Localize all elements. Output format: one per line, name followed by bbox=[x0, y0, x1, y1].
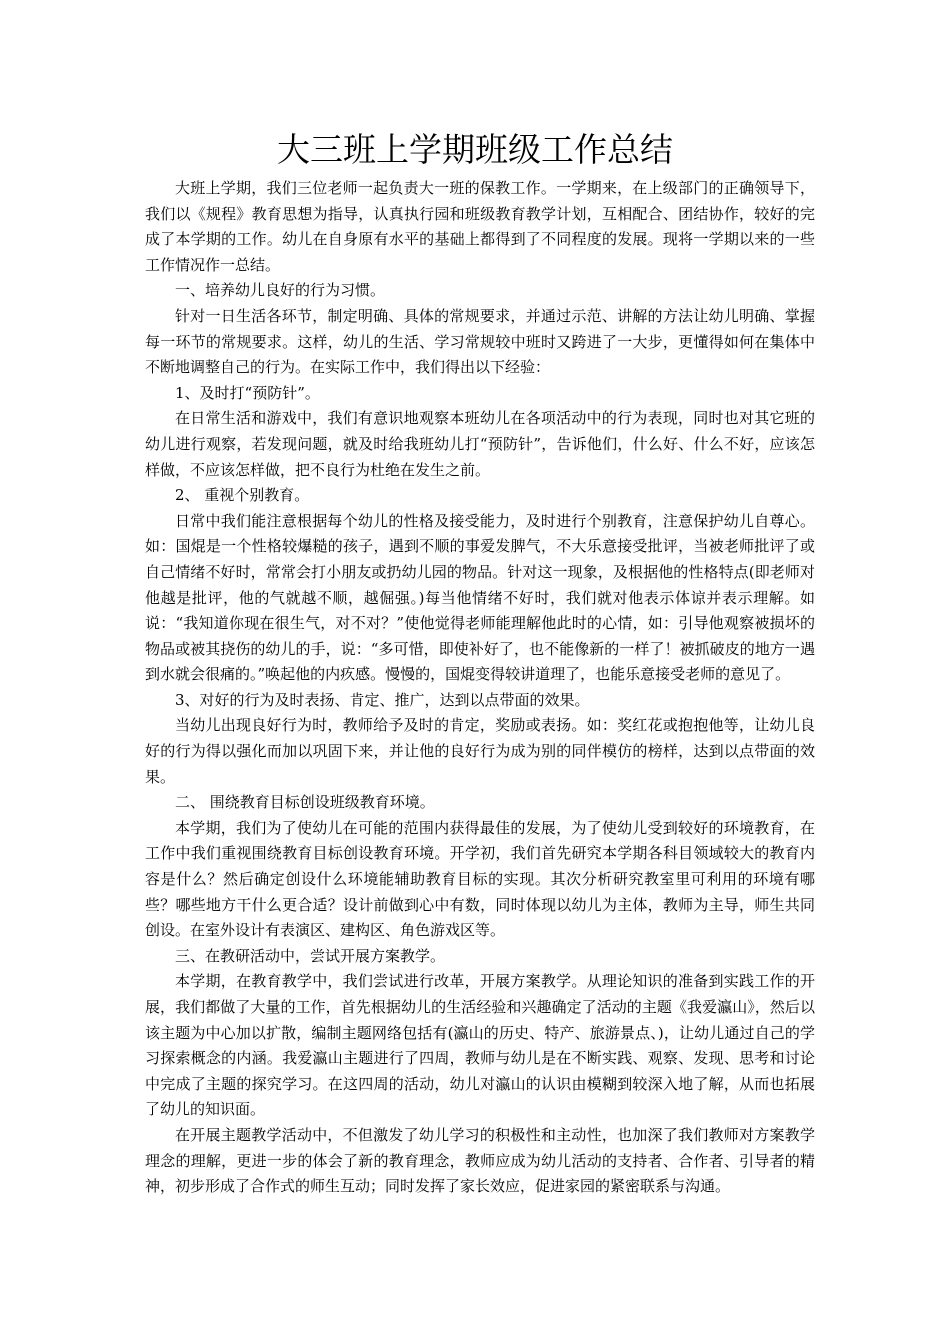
document-body bbox=[145, 176, 815, 1200]
subheading-2: 2、 重视个别教育。 bbox=[175, 486, 310, 505]
section-heading-3: 三、在教研活动中，尝试开展方案教学。 bbox=[175, 946, 446, 965]
body-paragraph: 本学期，我们为了使幼儿在可能的范围内获得最佳的发展，为了使幼儿受到较好的环境教育，在工作中我们重视围绕教育目标创设教育环境。开学初，我们首先研究本学期各科目领域较大的教育内容是什么？然后确定创设什么环境能辅助教育目标的实现。其次分析研究教室里可利用的环境有哪些？哪些地方干什么更合适？设计前做到心中有数，同时体现以幼儿为主体，教师为主导，师生共同创设。在室外设计有表演区、建构区、角色游戏区等。 bbox=[145, 818, 815, 940]
body-paragraph: 针对一日生活各环节，制定明确、具体的常规要求，并通过示范、讲解的方法让幼儿明确、掌握每一环节的常规要求。这样，幼儿的生活、学习常规较中班时又跨进了一大步，更懂得如何在集体中不断地调整自己的行为。在实际工作中，我们得出以下经验： bbox=[145, 306, 815, 377]
document-title: 大三班上学期班级工作总结 bbox=[277, 130, 673, 169]
section-heading-2: 二、 围绕教育目标创设班级教育环境。 bbox=[175, 793, 435, 812]
body-paragraph: 在日常生活和游戏中，我们有意识地观察本班幼儿在各项活动中的行为表现，同时也对其它班的幼儿进行观察，若发现问题，就及时给我班幼儿打“预防针”，告诉他们，什么好、什么不好，应该怎样做，不应该怎样做，把不良行为杜绝在发生之前。 bbox=[145, 409, 815, 479]
body-paragraph: 当幼儿出现良好行为时，教师给予及时的肯定，奖励或表扬。如：奖红花或抱抱他等，让幼儿良好的行为得以强化而加以巩固下来，并让他的良好行为成为别的同伴模仿的榜样，达到以点带面的效果。 bbox=[145, 716, 815, 786]
subheading-3: 3、对好的行为及时表扬、肯定、推广，达到以点带面的效果。 bbox=[175, 690, 590, 709]
body-paragraph: 在开展主题教学活动中，不但激发了幼儿学习的积极性和主动性，也加深了我们教师对方案教学理念的理解，更进一步的体会了新的教育理念，教师应成为幼儿活动的支持者、合作者、引导者的精神，初步形成了合作式的师生互动；同时发挥了家长效应，促进家园的紧密联系与沟通。 bbox=[145, 1125, 815, 1196]
subheading-1: 1、及时打“预防针”。 bbox=[175, 383, 320, 402]
intro-paragraph: 大班上学期，我们三位老师一起负责大一班的保教工作。一学期来，在上级部门的正确领导下，我们以《规程》教育思想为指导，认真执行园和班级教育教学计划，互相配合、团结协作，较好的完成了本学期的工作。幼儿在自身原有水平的基础上都得到了不同程度的发展。现将一学期以来的一些工作情况作一总结。 bbox=[145, 179, 815, 274]
body-paragraph: 日常中我们能注意根据每个幼儿的性格及接受能力，及时进行个别教育，注意保护幼儿自尊心。如：国焜是一个性格较爆糙的孩子，遇到不顺的事爱发脾气，不大乐意接受批评，当被老师批评了或自己情绪不好时，常常会打小朋友或扔幼儿园的物品。针对这一现象，及根据他的性格特点(即老师对他越是批评，他的气就越不顺，越倔强。)每当他情绪不好时，我们就对他表示体谅并表示理解。如说：“我知道你现在很生气，对不对？”使他觉得老师能理解他此时的心情，如：引导他观察被损坏的物品或被其挠伤的幼儿的手，说：“多可惜，即使补好了，也不能像新的一样了！被抓破皮的地方一遇到水就会很痛的。”唤起他的内疚感。慢慢的，国焜变得较讲道理了，也能乐意接受老师的意见了。 bbox=[145, 511, 815, 684]
body-paragraph: 本学期，在教育教学中，我们尝试进行改革，开展方案教学。从理论知识的准备到实践工作的开展，我们都做了大量的工作，首先根据幼儿的生活经验和兴趣确定了活动的主题《我爱瀛山》，然后以该主题为中心加以扩散，编制主题网络包括有(瀛山的历史、特产、旅游景点、)，让幼儿通过自己的学习探索概念的内涵。我爱瀛山主题进行了四周，教师与幼儿是在不断实践、观察、发现、思考和讨论中完成了主题的探究学习。在这四周的活动，幼儿对瀛山的认识由模糊到较深入地了解，从而也拓展了幼儿的知识面。 bbox=[145, 972, 815, 1119]
section-heading-1: 一、培养幼儿良好的行为习惯。 bbox=[175, 281, 386, 300]
